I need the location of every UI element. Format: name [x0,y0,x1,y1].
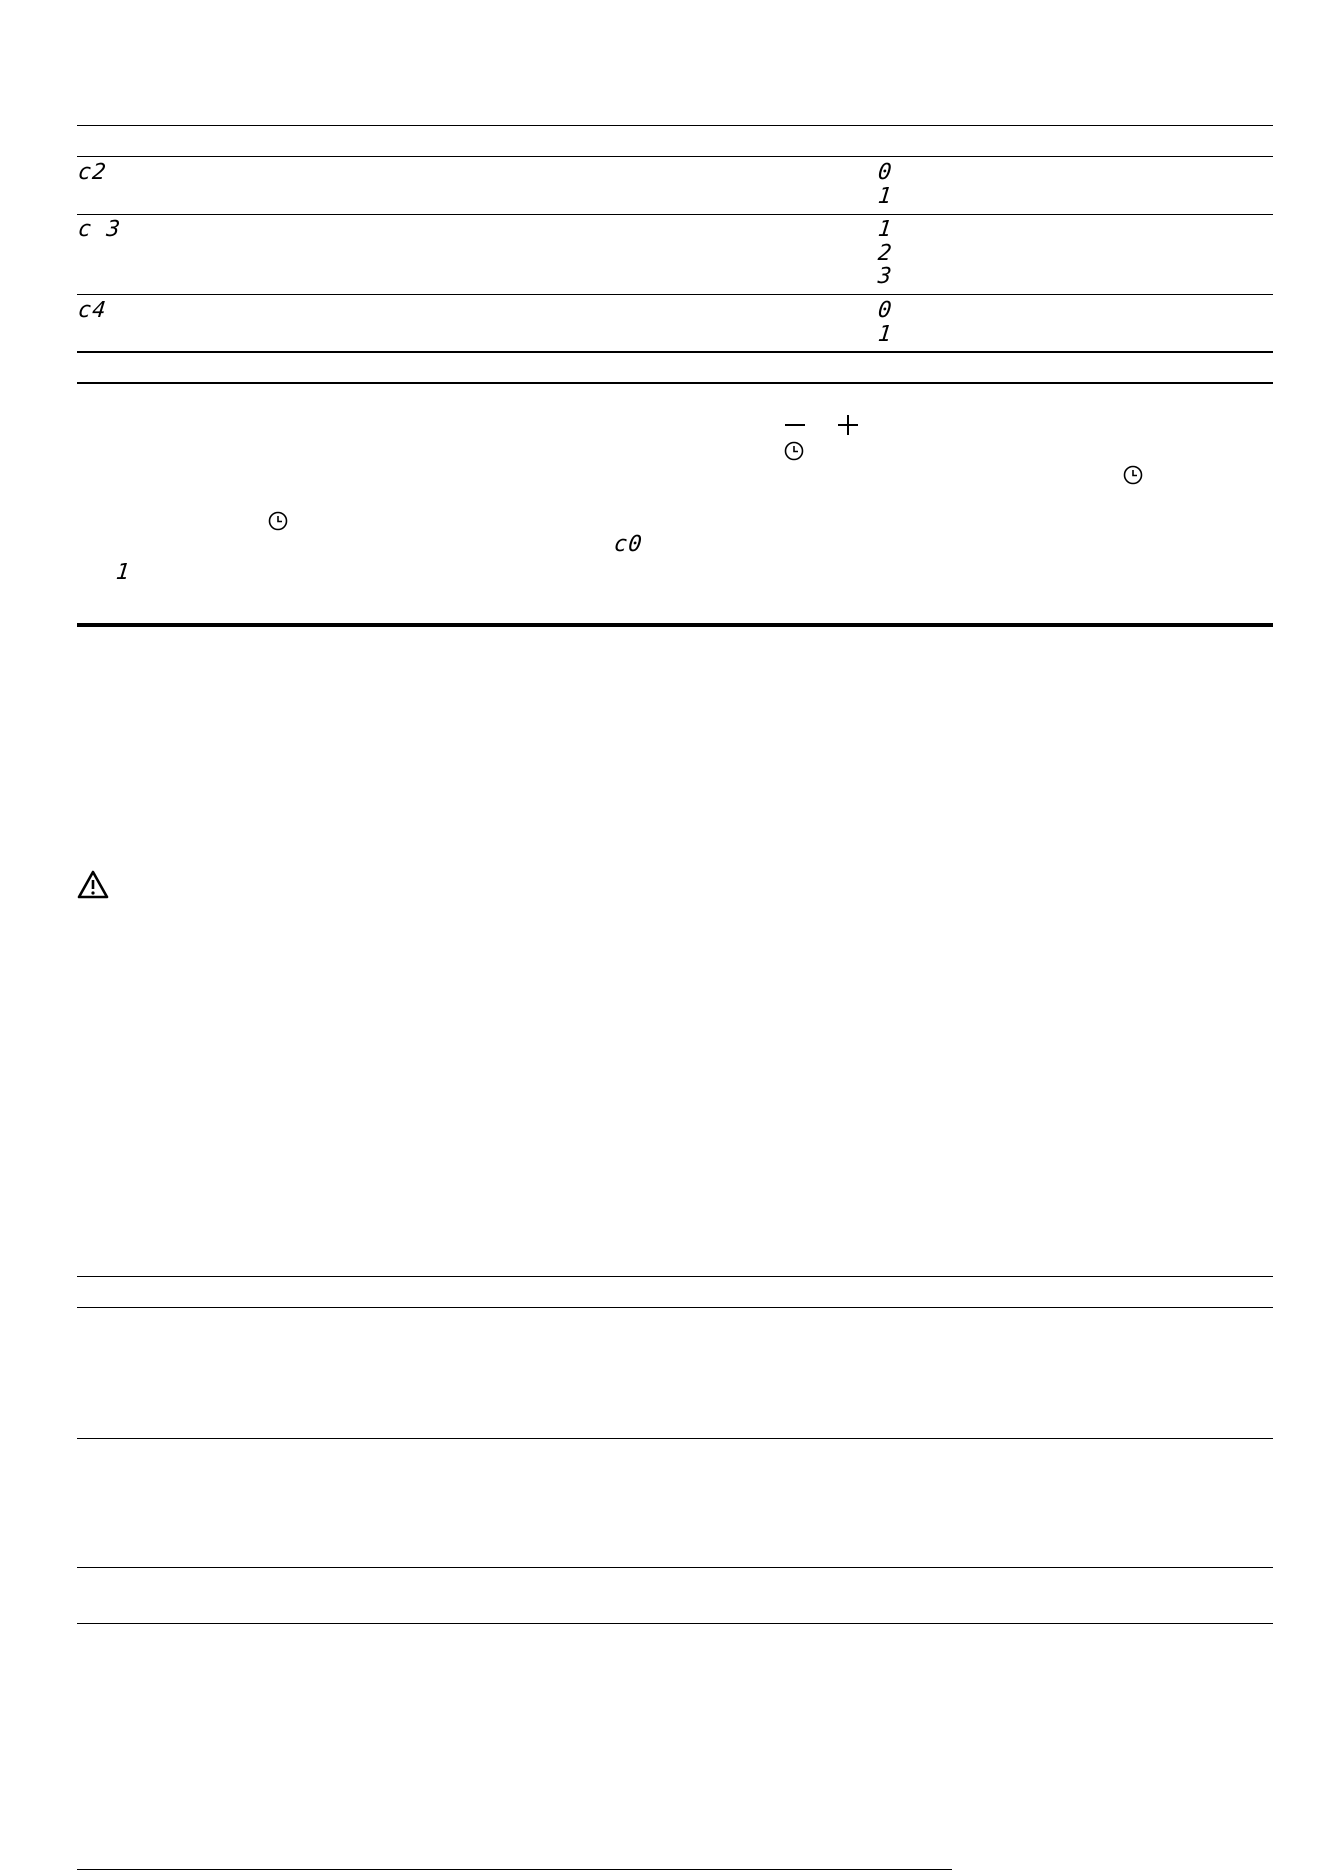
setting-code-c2: c2 [76,160,108,185]
timer-icon [268,511,288,531]
setting-value: 1 [876,217,894,242]
warning-triangle-icon [77,870,109,899]
lower-table-header-rule [77,1307,1273,1308]
minus-icon [784,420,806,430]
section-end-rule [77,623,1273,627]
table-row-rule [77,294,1273,295]
setting-value: 1 [876,184,894,209]
setting-value: 2 [876,241,894,266]
table-top-rule [77,125,1273,126]
setting-code-c3: c 3 [76,217,123,242]
lower-table-row-rule [77,1567,1273,1568]
lower-table-row-rule [77,1438,1273,1439]
setting-value: 0 [876,298,894,323]
lower-table-bottom-rule [77,1623,1273,1624]
timer-icon [1123,465,1143,485]
table-row-rule [77,214,1273,215]
plus-icon [837,414,859,436]
table-header-rule [77,156,1273,157]
setting-value: 0 [876,160,894,185]
setting-value: 1 [876,322,894,347]
table-bottom-rule [77,351,1273,353]
footer-rule [77,1869,952,1870]
display-value-one: 1 [114,560,132,585]
lower-table-top-rule [77,1276,1273,1277]
display-code-c0: c0 [612,532,644,557]
setting-value: 3 [876,264,894,289]
procedure-top-rule [77,382,1273,384]
setting-code-c4: c4 [76,298,108,323]
timer-icon [784,441,804,461]
